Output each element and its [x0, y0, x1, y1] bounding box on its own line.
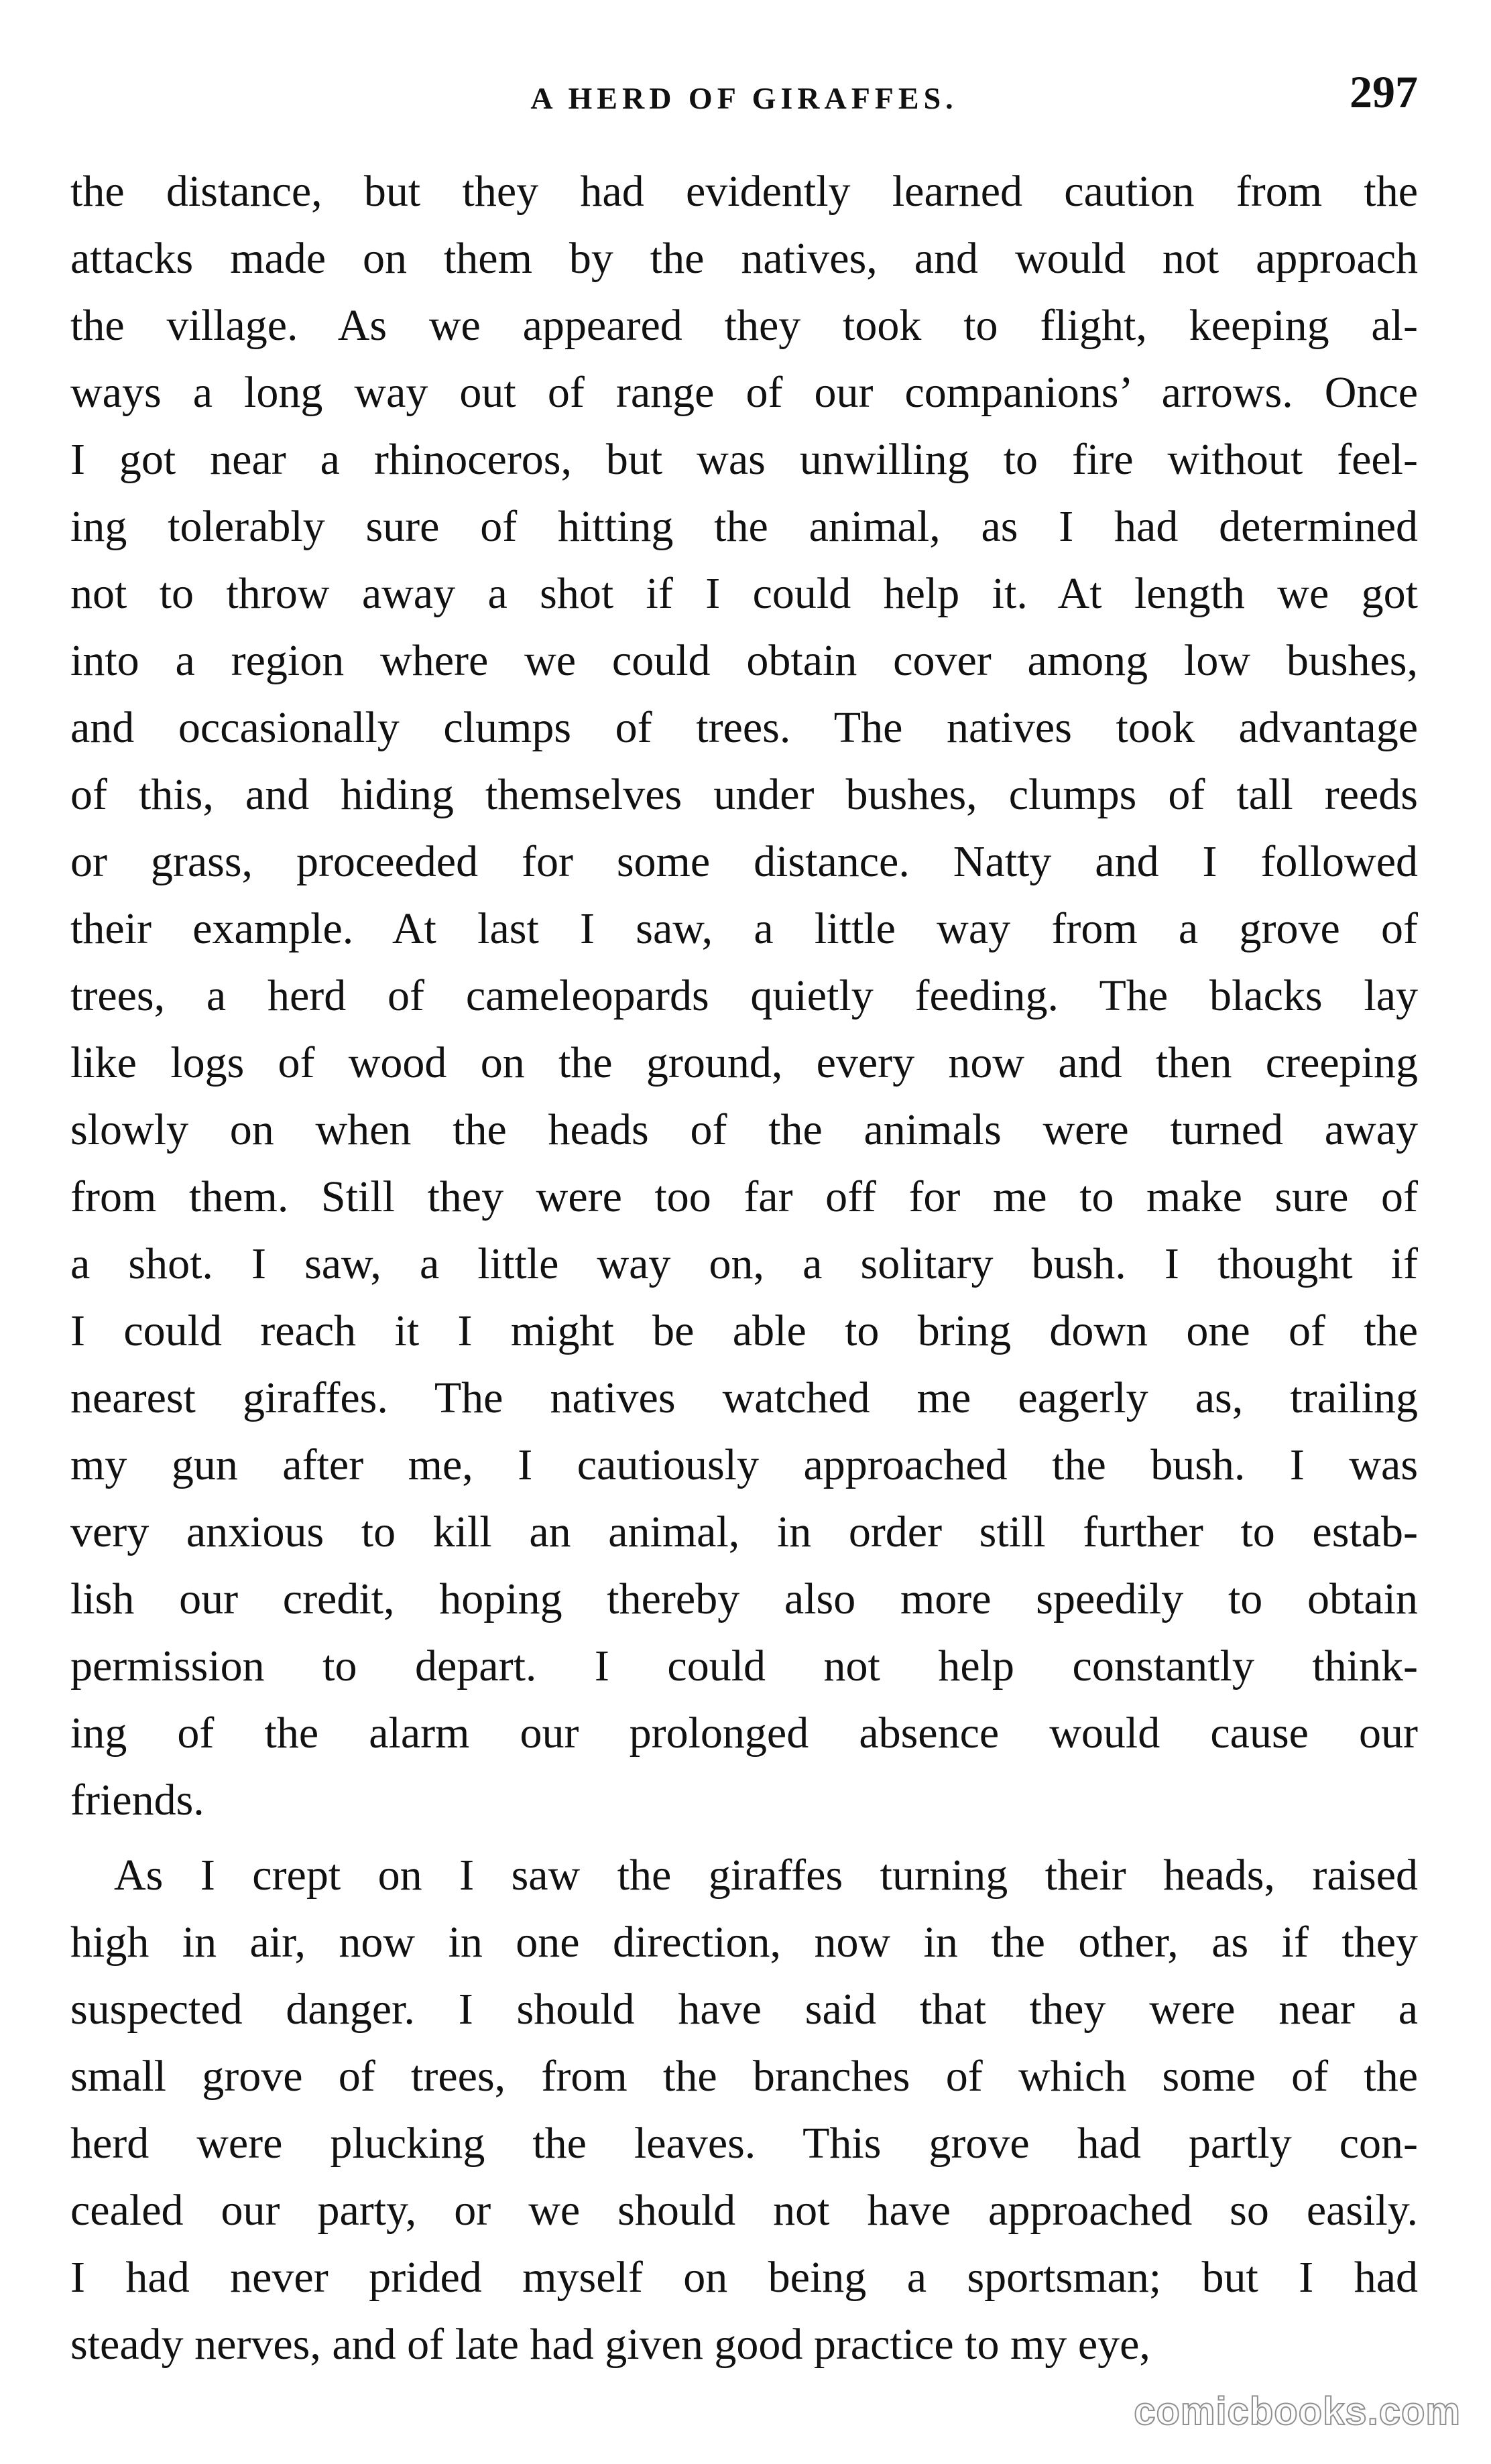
text-line: trees, a herd of cameleopards quietly feeding. The blacks lay: [70, 971, 1418, 1020]
text-line: lish our credit, hoping thereby also more speedily to obtain: [70, 1575, 1418, 1623]
text-line: of this, and hiding themselves under bushes, clumps of tall reeds: [70, 770, 1418, 819]
text-line: nearest giraffes. The natives watched me eagerly as, trailing: [70, 1373, 1418, 1422]
text-line: like logs of wood on the ground, every now and then creeping: [70, 1038, 1418, 1087]
text-line: suspected danger. I should have said that they were near a: [70, 1985, 1418, 2034]
text-line: steady nerves, and of late had given good practice to my eye,: [70, 2320, 1150, 2369]
text-line: small grove of trees, from the branches of which some of the: [70, 2052, 1418, 2101]
text-line: attacks made on them by the natives, and would not approach: [70, 234, 1418, 283]
text-line: As I crept on I saw the giraffes turning their heads, raised: [114, 1851, 1418, 1900]
text-line: or grass, proceeded for some distance. Natty and I followed: [70, 837, 1418, 886]
text-line: slowly on when the heads of the animals were turned away: [70, 1105, 1418, 1154]
text-line: my gun after me, I cautiously approached the bush. I was: [70, 1440, 1418, 1489]
text-line: and occasionally clumps of trees. The natives took advantage: [70, 703, 1418, 752]
text-line: friends.: [70, 1776, 204, 1825]
watermark: comicbooks.com: [1134, 2390, 1461, 2433]
text-line: from them. Still they were too far off for me to make sure of: [70, 1172, 1418, 1221]
text-line: not to throw away a shot if I could help it. At length we got: [70, 569, 1418, 618]
text-line: into a region where we could obtain cover among low bushes,: [70, 636, 1418, 685]
running-title: A HERD OF GIRAFFES.: [530, 81, 958, 115]
text-line: cealed our party, or we should not have approached so easily.: [70, 2186, 1418, 2235]
text-line: I could reach it I might be able to bring down one of the: [70, 1306, 1418, 1355]
page-number: 297: [1350, 66, 1418, 117]
text-line: herd were plucking the leaves. This grove had partly con-: [70, 2119, 1418, 2168]
text-line: a shot. I saw, a little way on, a solitary bush. I thought if: [70, 1239, 1418, 1288]
text-line: I got near a rhinoceros, but was unwilling to fire without feel-: [70, 435, 1418, 484]
text-line: ing tolerably sure of hitting the animal, as I had determined: [70, 502, 1418, 551]
text-line: very anxious to kill an animal, in order still further to estab-: [70, 1507, 1418, 1556]
text-line: permission to depart. I could not help constantly think-: [70, 1642, 1418, 1690]
text-line: ways a long way out of range of our companions’ arrows. Once: [70, 368, 1418, 417]
running-head: [70, 66, 1418, 133]
text-line: the distance, but they had evidently learned caution from the: [70, 167, 1418, 216]
text-line: their example. At last I saw, a little way from a grove of: [70, 904, 1418, 953]
text-line: I had never prided myself on being a sportsman; but I had: [70, 2253, 1418, 2302]
text-line: the village. As we appeared they took to flight, keeping al-: [70, 301, 1418, 350]
text-line: ing of the alarm our prolonged absence would cause our: [70, 1709, 1418, 1758]
text-line: high in air, now in one direction, now in the other, as if they: [70, 1918, 1418, 1967]
